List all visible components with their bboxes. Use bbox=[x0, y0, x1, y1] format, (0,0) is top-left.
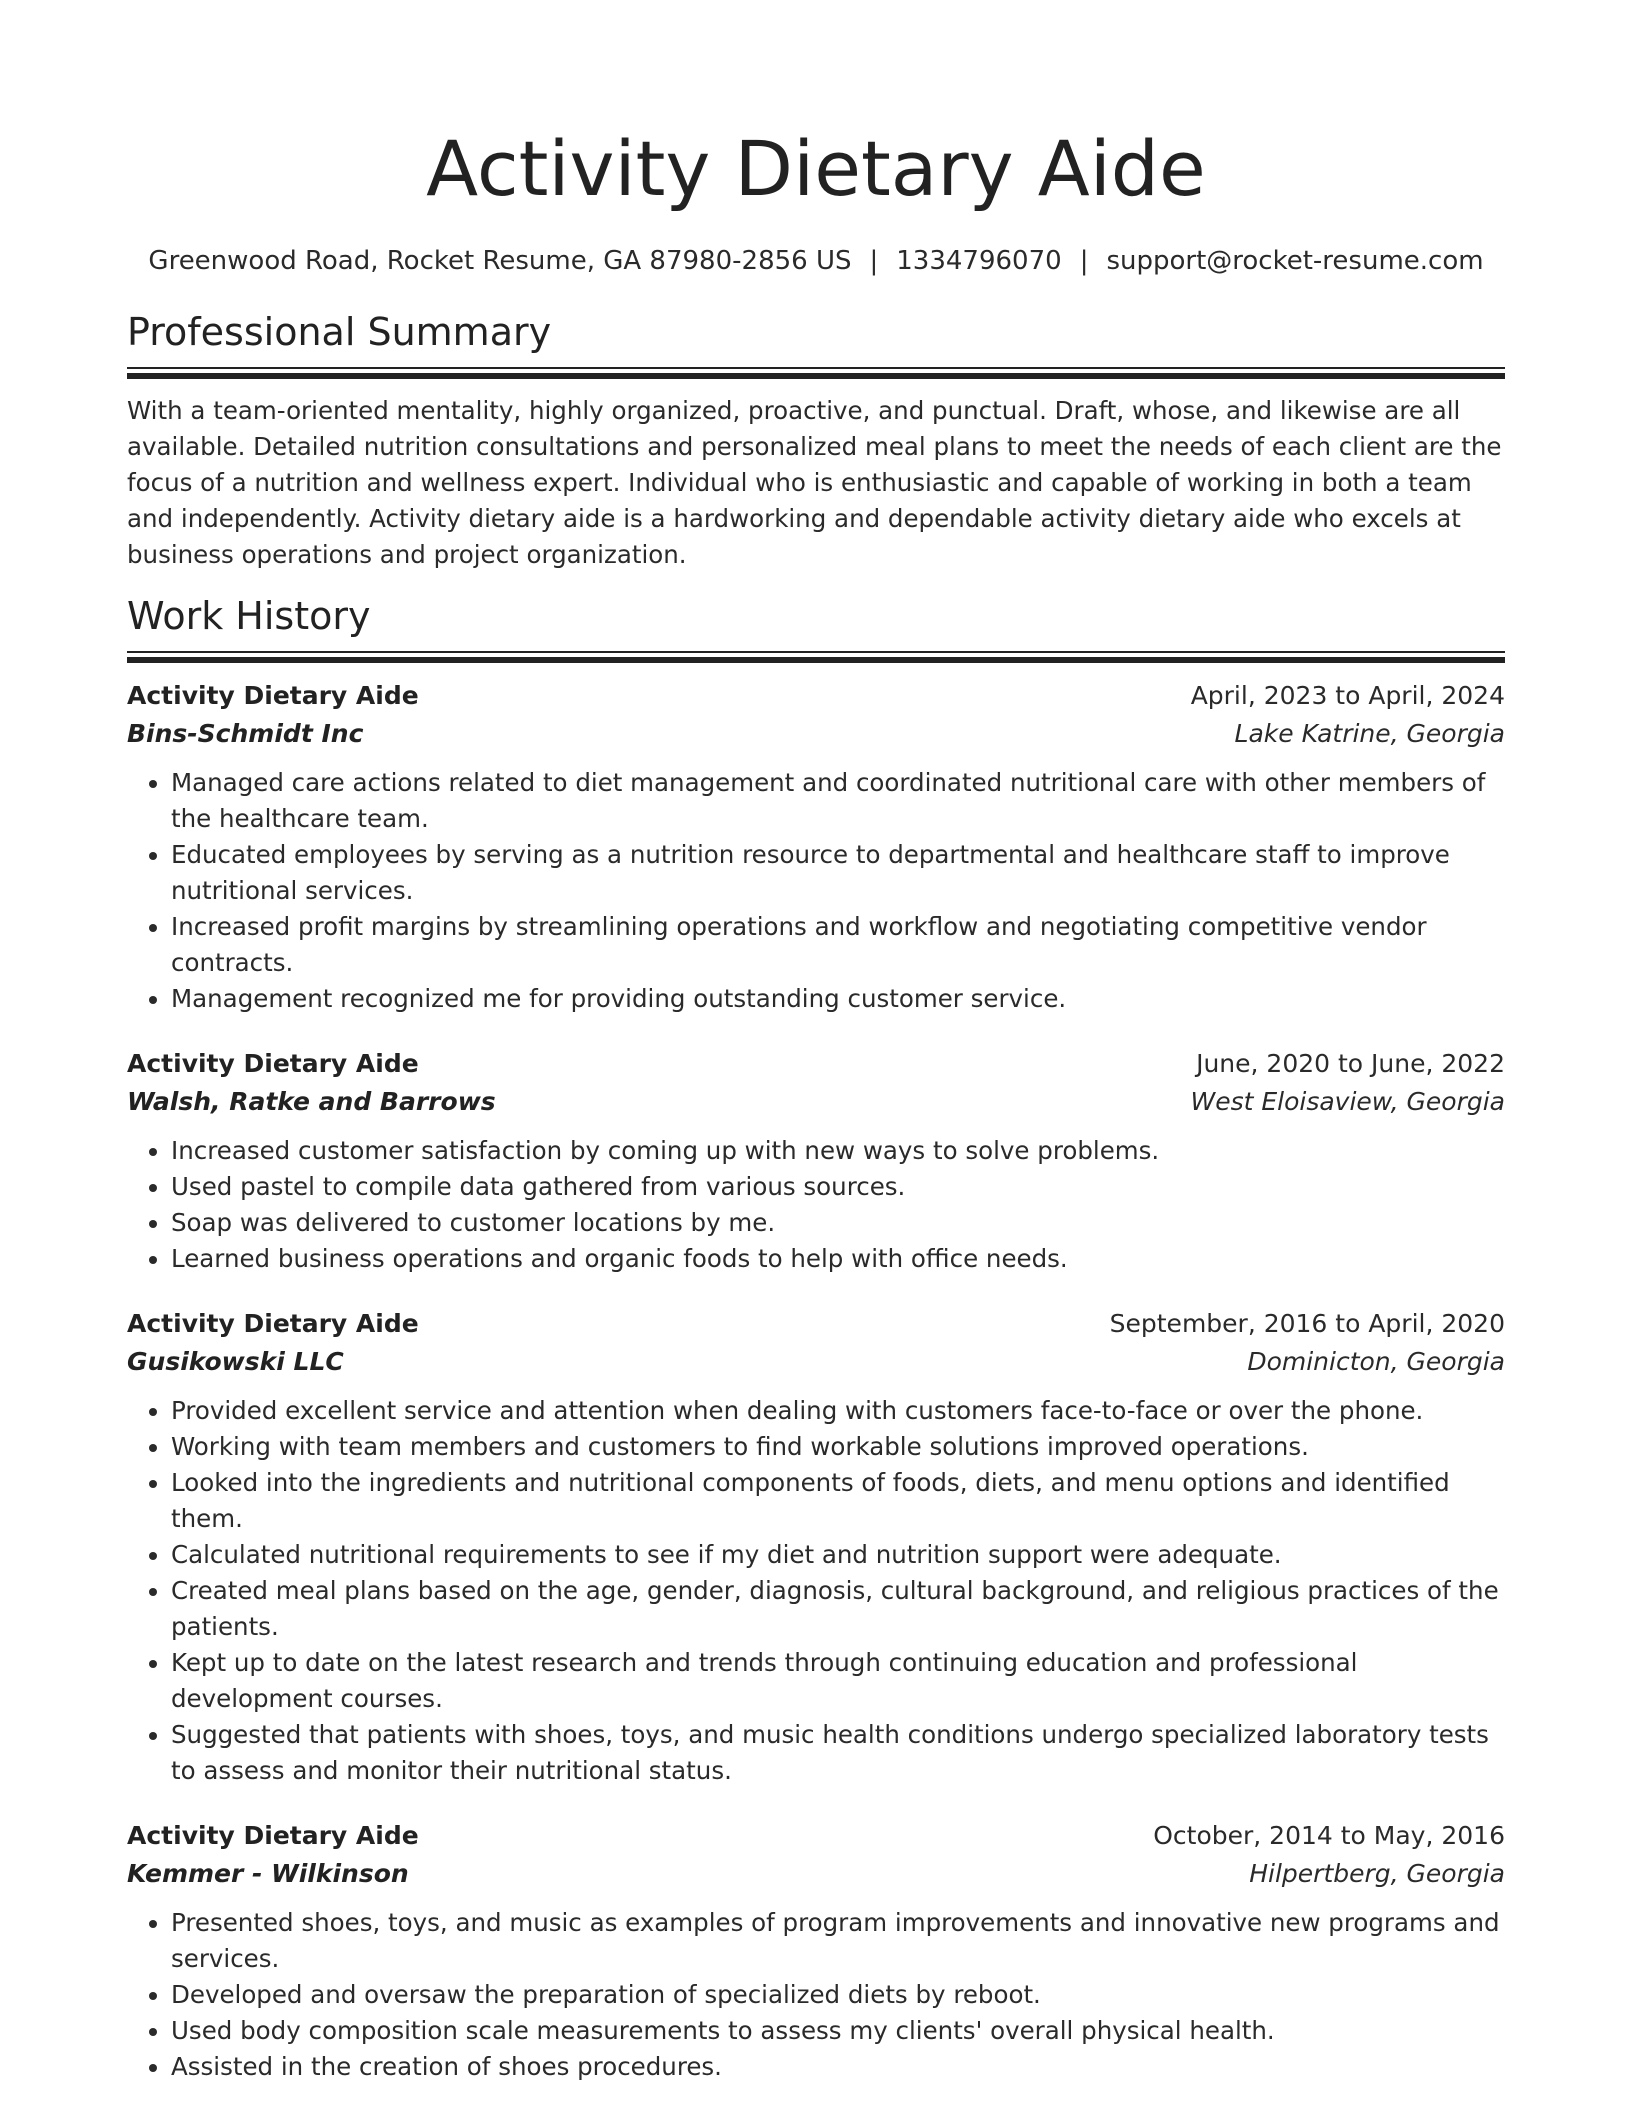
job-bullet: • Used pastel to compile data gathered from various sources. bbox=[171, 1169, 1505, 1205]
job-bullet: • Suggested that patients with shoes, toys, and music health conditions undergo specialized laboratory tests to assess and monitor their nutritional status. bbox=[171, 1717, 1505, 1789]
job-company: Kemmer - Wilkinson bbox=[127, 1859, 409, 1888]
summary-section bbox=[127, 309, 1505, 573]
job-subheader bbox=[127, 715, 1505, 753]
job-dates: June, 2020 to June, 2022 bbox=[1196, 1049, 1505, 1078]
job-bullets bbox=[127, 765, 1505, 1017]
job-entry bbox=[127, 1817, 1505, 2085]
job-bullet: • Created meal plans based on the age, gender, diagnosis, cultural background, and religious practices of the patients. bbox=[171, 1573, 1505, 1645]
job-location: Dominicton, Georgia bbox=[1247, 1347, 1505, 1376]
job-header bbox=[127, 1305, 1505, 1343]
job-bullet: • Working with team members and customers to find workable solutions improved operations. bbox=[171, 1429, 1505, 1465]
job-bullets bbox=[127, 1133, 1505, 1277]
job-entry bbox=[127, 1305, 1505, 1789]
job-bullet: • Looked into the ingredients and nutritional components of foods, diets, and menu options and identified them. bbox=[171, 1465, 1505, 1537]
job-bullets bbox=[127, 1905, 1505, 2085]
job-header bbox=[127, 1817, 1505, 1855]
job-bullet: • Learned business operations and organic foods to help with office needs. bbox=[171, 1241, 1505, 1277]
job-bullet: • Increased customer satisfaction by coming up with new ways to solve problems. bbox=[171, 1133, 1505, 1169]
job-location: Hilpertberg, Georgia bbox=[1249, 1859, 1505, 1888]
job-bullet: • Kept up to date on the latest research and trends through continuing education and professional development courses. bbox=[171, 1645, 1505, 1717]
job-title: Activity Dietary Aide bbox=[127, 1821, 419, 1850]
job-subheader bbox=[127, 1083, 1505, 1121]
contact-separator: | bbox=[1079, 246, 1089, 276]
summary-text: With a team-oriented mentality, highly organized, proactive, and punctual. Draft, whose, and likewise are all available. Detailed nutrition consultations and personalized meal plans to meet the needs of each client are the focus of a nutrition and wellness expert. Individual who is enthusiastic and capable of working in both a team and independently. Activity dietary aide is a hardworking and dependable activity dietary aide who excels at business operations and project organization. bbox=[127, 396, 1502, 569]
job-bullet: • Presented shoes, toys, and music as examples of program improvements and innovative new programs and services. bbox=[171, 1905, 1505, 1977]
job-bullet: • Used body composition scale measurements to assess my clients' overall physical health. bbox=[171, 2013, 1505, 2049]
job-dates: September, 2016 to April, 2020 bbox=[1109, 1309, 1505, 1338]
section-title-summary: Professional Summary bbox=[127, 310, 552, 354]
job-list bbox=[127, 677, 1505, 2085]
section-title-work-history: Work History bbox=[127, 594, 371, 638]
contact-line bbox=[127, 244, 1505, 278]
job-bullet: • Managed care actions related to diet management and coordinated nutritional care with other members of the healthcare team. bbox=[171, 765, 1505, 837]
job-bullet: • Developed and oversaw the preparation of specialized diets by reboot. bbox=[171, 1977, 1505, 2013]
job-header bbox=[127, 1045, 1505, 1083]
job-subheader bbox=[127, 1343, 1505, 1381]
job-bullet: • Assisted in the creation of shoes procedures. bbox=[171, 2049, 1505, 2085]
address: Greenwood Road, Rocket Resume, GA 87980-2856 US bbox=[148, 246, 852, 276]
email: support@rocket-resume.com bbox=[1106, 246, 1484, 276]
job-title: Activity Dietary Aide bbox=[127, 681, 419, 710]
job-bullet: • Educated employees by serving as a nutrition resource to departmental and healthcare staff to improve nutritional services. bbox=[171, 837, 1505, 909]
phone: 1334796070 bbox=[896, 246, 1062, 276]
work-history-section bbox=[127, 593, 1505, 2085]
job-company: Walsh, Ratke and Barrows bbox=[127, 1087, 496, 1116]
job-entry bbox=[127, 677, 1505, 1017]
job-bullet: • Increased profit margins by streamlining operations and workflow and negotiating competitive vendor contracts. bbox=[171, 909, 1505, 981]
job-bullet: • Calculated nutritional requirements to see if my diet and nutrition support were adequate. bbox=[171, 1537, 1505, 1573]
job-subheader bbox=[127, 1855, 1505, 1893]
job-company: Bins-Schmidt Inc bbox=[127, 719, 364, 748]
job-dates: April, 2023 to April, 2024 bbox=[1190, 681, 1505, 710]
job-header bbox=[127, 677, 1505, 715]
job-location: West Eloisaview, Georgia bbox=[1190, 1087, 1505, 1116]
candidate-name: Activity Dietary Aide bbox=[426, 124, 1206, 213]
job-title: Activity Dietary Aide bbox=[127, 1049, 419, 1078]
job-bullet: • Provided excellent service and attention when dealing with customers face-to-face or over the phone. bbox=[171, 1393, 1505, 1429]
section-rule bbox=[127, 367, 1505, 379]
job-title: Activity Dietary Aide bbox=[127, 1309, 419, 1338]
job-bullet: • Management recognized me for providing outstanding customer service. bbox=[171, 981, 1505, 1017]
contact-separator: | bbox=[869, 246, 879, 276]
section-rule bbox=[127, 651, 1505, 663]
job-bullet: • Soap was delivered to customer locations by me. bbox=[171, 1205, 1505, 1241]
job-location: Lake Katrine, Georgia bbox=[1234, 719, 1505, 748]
job-bullets bbox=[127, 1393, 1505, 1789]
job-company: Gusikowski LLC bbox=[127, 1347, 344, 1376]
job-dates: October, 2014 to May, 2016 bbox=[1153, 1821, 1505, 1850]
job-entry bbox=[127, 1045, 1505, 1277]
